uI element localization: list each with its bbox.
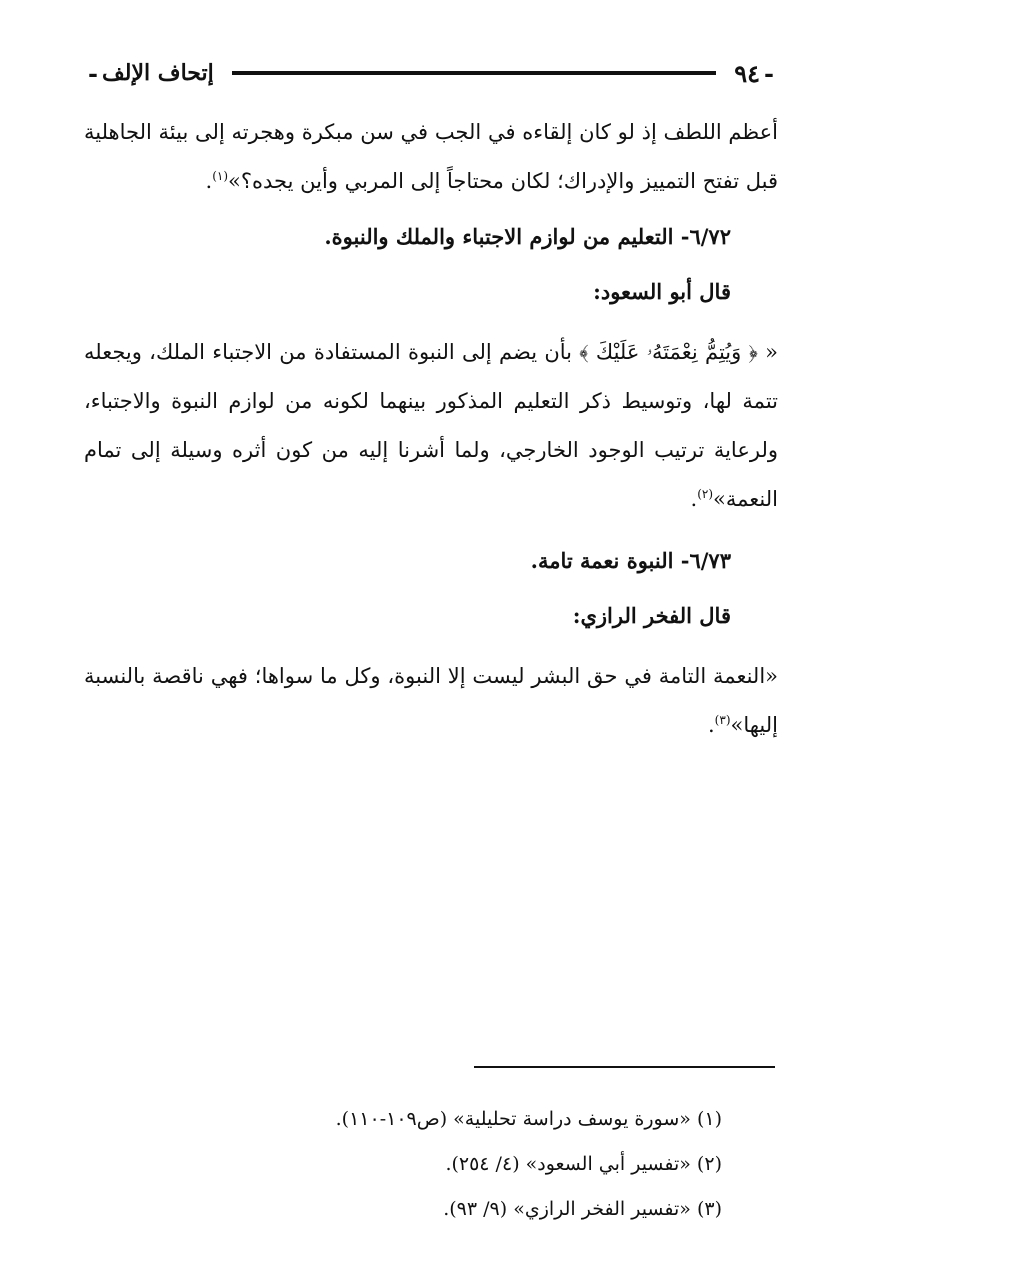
footnote-ref: (١) bbox=[212, 169, 229, 183]
main-text bbox=[84, 108, 778, 750]
paragraph-text: « ﴿ وَيُتِمُّ نِعْمَتَهُۥ عَلَيْكَ ﴾ بأن يضم إلى النبوة المستفادة من الاجتباء الملك، ويجعله تتمة لها، وتوسيط ذكر التعليم المذكور بينهما لكونه من لوازم النبوة والاجتباء، ولرعاية ترتيب الوجود الخارجي، ولما أشرنا إليه من كون أثره وسيلة إلى تمام النعمة» bbox=[84, 340, 778, 511]
attribution-label: قال أبو السعود: bbox=[593, 279, 731, 304]
section-heading: ٦/٧٣- النبوة نعمة تامة. bbox=[530, 548, 731, 573]
header-dash-left: - bbox=[88, 58, 98, 88]
footnotes bbox=[200, 1097, 722, 1232]
header-dash-right: - bbox=[764, 58, 774, 88]
paragraph-text: أعظم اللطف إذ لو كان إلقاءه في الجب في سن مبكرة وهجرته إلى بيئة الجاهلية قبل تفتح التمييز والإدراك؛ لكان محتاجاً إلى المربي وأين يجده؟» bbox=[84, 120, 778, 193]
paragraph-end: . bbox=[205, 169, 213, 193]
attribution-label: قال الفخر الرازي: bbox=[572, 603, 731, 628]
footnote-ref: (٣) bbox=[714, 713, 731, 727]
paragraph-end: . bbox=[707, 713, 715, 737]
header-rule bbox=[232, 71, 717, 75]
footnote-ref: (٢) bbox=[697, 487, 714, 501]
paragraph-text: «النعمة التامة في حق البشر ليست إلا النبوة، وكل ما سواها؛ فهي ناقصة بالنسبة إليها» bbox=[84, 664, 778, 737]
paragraph-end: . bbox=[690, 487, 698, 511]
quote-paragraph bbox=[84, 328, 778, 524]
footnote-separator bbox=[474, 1066, 775, 1068]
running-header bbox=[84, 55, 778, 91]
footnote: (٢) «تفسير أبي السعود» (٤/ ٢٥٤). bbox=[445, 1153, 722, 1175]
book-title: إتحاف الإلف bbox=[101, 60, 214, 86]
page-number: ٩٤ bbox=[734, 58, 761, 88]
footnote: (٣) «تفسير الفخر الرازي» (٩/ ٩٣). bbox=[443, 1198, 722, 1220]
footnote: (١) «سورة يوسف دراسة تحليلية» (ص١٠٩-١١٠). bbox=[335, 1108, 722, 1130]
paragraph-continuation bbox=[84, 108, 778, 206]
quote-paragraph bbox=[84, 652, 778, 750]
section-heading: ٦/٧٢- التعليم من لوازم الاجتباء والملك والنبوة. bbox=[324, 224, 731, 249]
